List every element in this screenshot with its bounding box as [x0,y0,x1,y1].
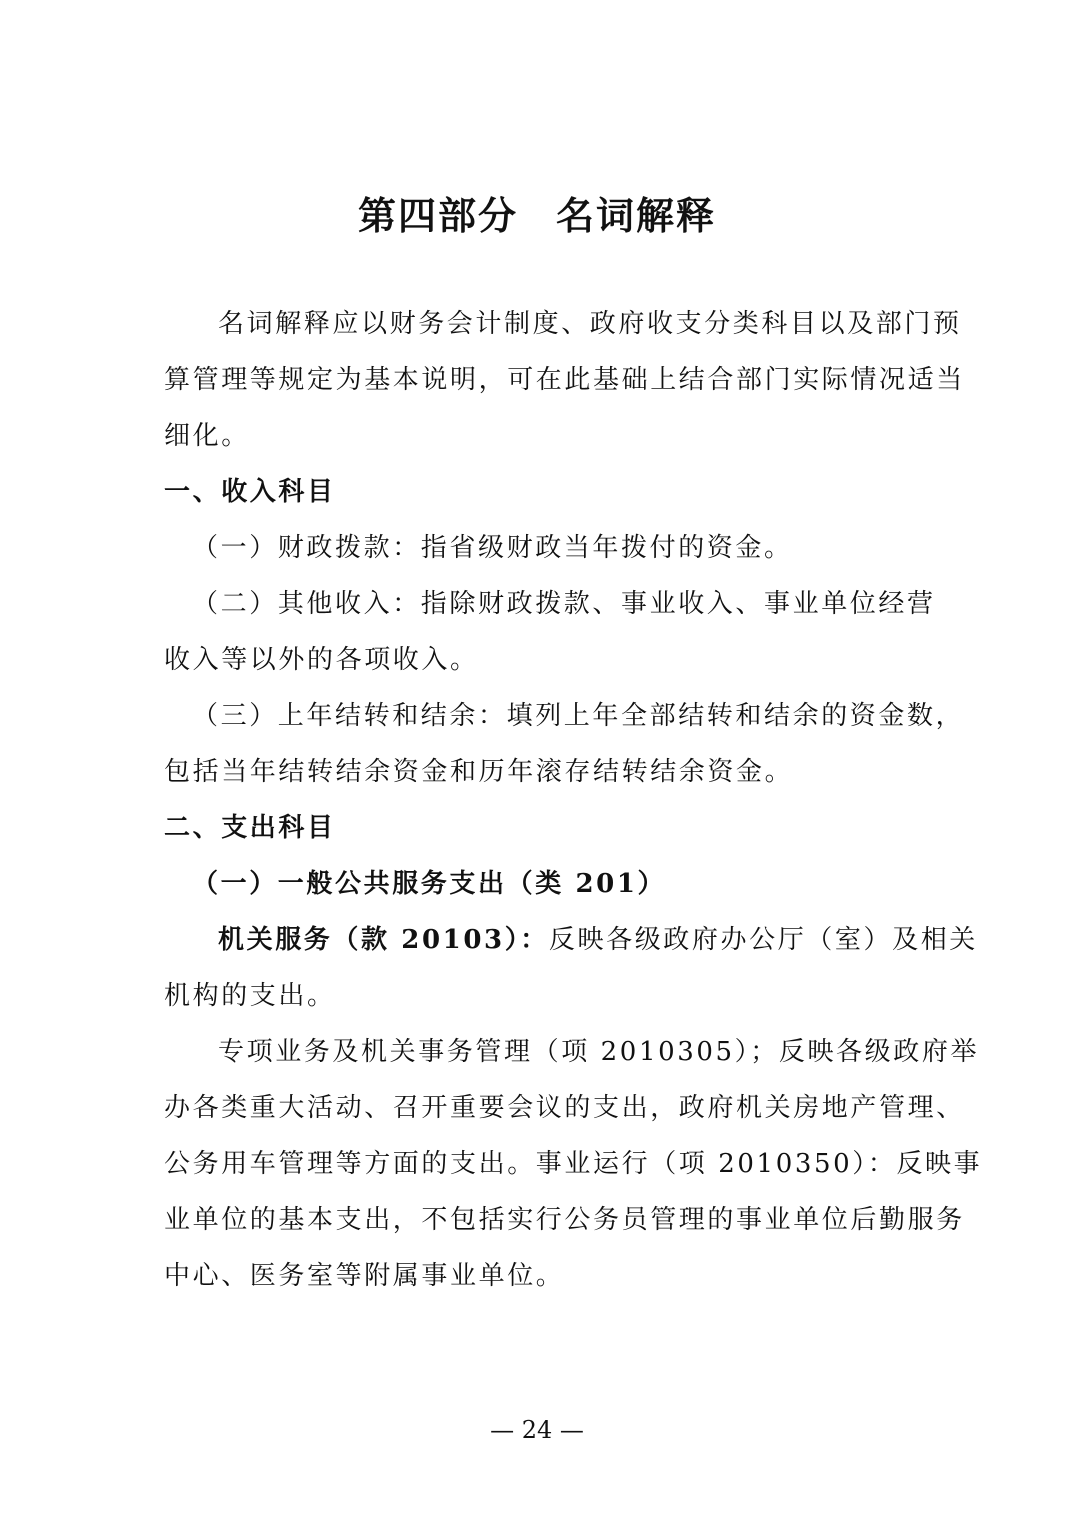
section2-heading: 二、支出科目 [164,813,336,843]
section2-para-2-line-2: 办各类重大活动、召开重要会议的支出，政府机关房地产管理、 [164,1093,965,1123]
section2-subheading: （一）一般公共服务支出（类 201） [192,869,667,899]
section1-item-3-line-2: 包括当年结转结余资金和历年滚存结转结余资金。 [164,757,794,787]
title-name: 名词解释 [556,193,717,238]
section2-para-2-line-1: 专项业务及机关事务管理（项 2010305）；反映各级政府举 [218,1037,980,1067]
term-label: 机关服务（款 20103）： [218,925,549,955]
page-title [0,188,1074,244]
section2-para-1-line-2: 机构的支出。 [164,981,336,1011]
section1-item-3-line-1: （三）上年结转和结余：填列上年全部结转和结余的资金数， [192,701,965,731]
intro-line-3: 细化。 [164,421,250,451]
intro-line-2: 算管理等规定为基本说明，可在此基础上结合部门实际情况适当 [164,365,965,395]
section1-item-1: （一）财政拨款：指省级财政当年拨付的资金。 [192,533,793,563]
section2-para-2-line-4: 业单位的基本支出，不包括实行公务员管理的事业单位后勤服务 [164,1205,965,1235]
section2-para-2-line-5: 中心、医务室等附属事业单位。 [164,1261,565,1291]
intro-line-1: 名词解释应以财务会计制度、政府收支分类科目以及部门预 [218,309,962,339]
section2-para-1-line-1 [218,920,978,960]
page-number: — 24 — [490,1416,584,1444]
section1-item-2-line-1: （二）其他收入：指除财政拨款、事业收入、事业单位经营 [192,589,936,619]
title-part: 第四部分 [357,193,518,238]
term-definition: 反映各级政府办公厅（室）及相关 [548,925,978,955]
section2-para-2-line-3: 公务用车管理等方面的支出。事业运行（项 2010350）：反映事 [164,1149,983,1179]
section1-item-2-line-2: 收入等以外的各项收入。 [164,645,479,675]
section1-heading: 一、收入科目 [164,477,336,507]
